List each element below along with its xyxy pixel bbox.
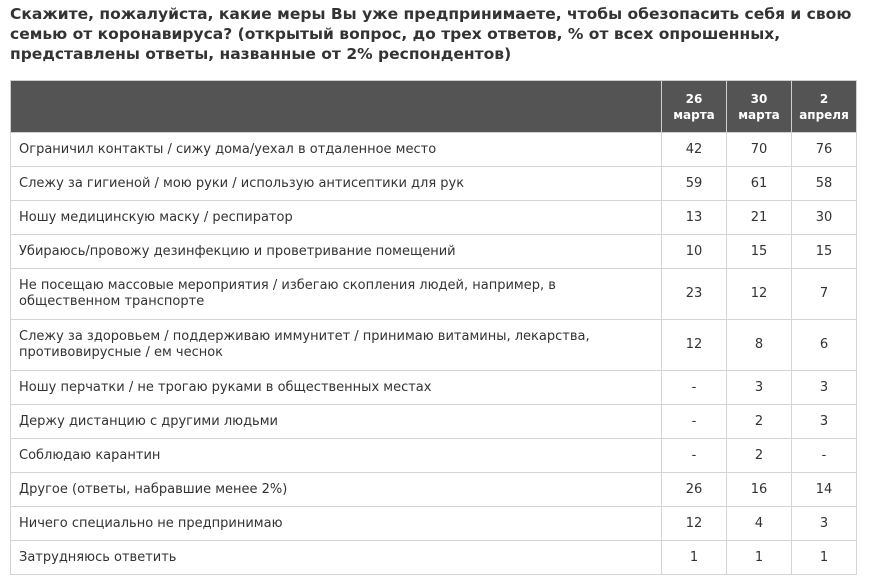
row-value: 12 <box>662 320 727 371</box>
row-label: Держу дистанцию с другими людьми <box>11 405 662 439</box>
row-value: 58 <box>792 167 857 201</box>
table-row <box>11 405 857 439</box>
row-label: Ношу медицинскую маску / респиратор <box>11 201 662 235</box>
header-date-3-day: 2 <box>819 91 829 106</box>
row-value: - <box>662 405 727 439</box>
row-value: 1 <box>727 541 792 575</box>
row-value: 12 <box>662 507 727 541</box>
table-row <box>11 201 857 235</box>
row-value: 3 <box>727 371 792 405</box>
header-blank-cell <box>11 81 662 133</box>
row-value: - <box>792 439 857 473</box>
row-value: 6 <box>792 320 857 371</box>
row-label: Слежу за гигиеной / мою руки / использую антисептики для рук <box>11 167 662 201</box>
table-header-row <box>11 81 857 133</box>
table-row <box>11 371 857 405</box>
header-date-3-month: апреля <box>799 107 849 122</box>
row-label: Затрудняюсь ответить <box>11 541 662 575</box>
row-value: 61 <box>727 167 792 201</box>
row-label: Не посещаю массовые мероприятия / избегаю скопления людей, например, в общественном транспорте <box>11 269 662 320</box>
row-label: Другое (ответы, набравшие менее 2%) <box>11 473 662 507</box>
table-row <box>11 320 857 371</box>
row-label: Ничего специально не предпринимаю <box>11 507 662 541</box>
row-label: Слежу за здоровьем / поддерживаю иммунитет / принимаю витамины, лекарства, противовирусные / ем чеснок <box>11 320 662 371</box>
row-value: - <box>662 439 727 473</box>
header-date-1-day: 26 <box>685 91 703 106</box>
row-value: 15 <box>792 235 857 269</box>
row-value: - <box>662 371 727 405</box>
table-row <box>11 507 857 541</box>
row-value: 42 <box>662 133 727 167</box>
row-value: 3 <box>792 507 857 541</box>
row-value: 15 <box>727 235 792 269</box>
row-value: 12 <box>727 269 792 320</box>
row-value: 26 <box>662 473 727 507</box>
table-row <box>11 235 857 269</box>
survey-table <box>10 80 857 575</box>
row-value: 3 <box>792 405 857 439</box>
table-row <box>11 269 857 320</box>
header-date-2-month: марта <box>738 107 780 122</box>
header-date-1-month: марта <box>673 107 715 122</box>
header-date-1 <box>662 81 727 133</box>
row-value: 4 <box>727 507 792 541</box>
row-value: 76 <box>792 133 857 167</box>
row-value: 1 <box>792 541 857 575</box>
table-row <box>11 133 857 167</box>
row-value: 3 <box>792 371 857 405</box>
row-value: 10 <box>662 235 727 269</box>
row-label: Ограничил контакты / сижу дома/уехал в отдаленное место <box>11 133 662 167</box>
table-row <box>11 167 857 201</box>
question-title: Скажите, пожалуйста, какие меры Вы уже предпринимаете, чтобы обезопасить себя и свою семью от коронавируса? (открытый вопрос, до трех ответов, % от всех опрошенных, представлены ответы, названные от 2% респондентов) <box>10 5 852 63</box>
table-row <box>11 541 857 575</box>
row-value: 16 <box>727 473 792 507</box>
row-value: 8 <box>727 320 792 371</box>
header-date-3 <box>792 81 857 133</box>
row-value: 59 <box>662 167 727 201</box>
row-value: 2 <box>727 439 792 473</box>
row-value: 30 <box>792 201 857 235</box>
row-value: 13 <box>662 201 727 235</box>
row-label: Ношу перчатки / не трогаю руками в общественных местах <box>11 371 662 405</box>
row-value: 70 <box>727 133 792 167</box>
row-label: Убираюсь/провожу дезинфекцию и проветривание помещений <box>11 235 662 269</box>
header-date-2-day: 30 <box>750 91 768 106</box>
row-value: 21 <box>727 201 792 235</box>
row-label: Соблюдаю карантин <box>11 439 662 473</box>
header-date-2 <box>727 81 792 133</box>
row-value: 2 <box>727 405 792 439</box>
table-row <box>11 439 857 473</box>
row-value: 14 <box>792 473 857 507</box>
row-value: 7 <box>792 269 857 320</box>
table-row <box>11 473 857 507</box>
row-value: 1 <box>662 541 727 575</box>
row-value: 23 <box>662 269 727 320</box>
